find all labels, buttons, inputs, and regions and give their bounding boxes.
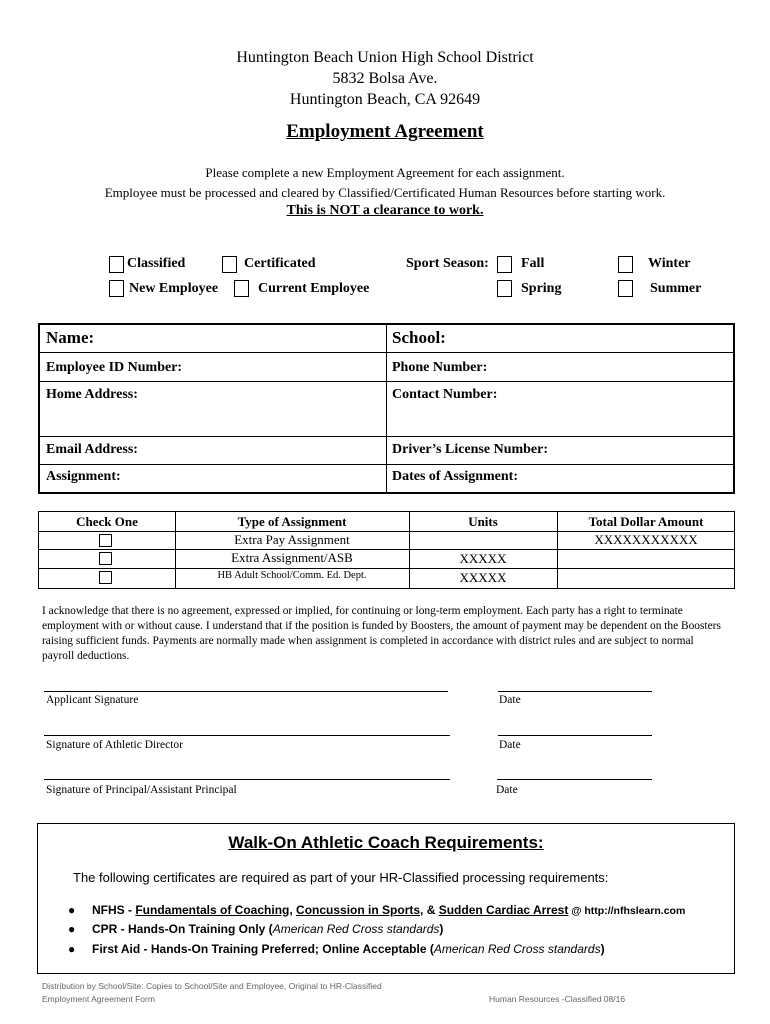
info-row-divider [40, 381, 733, 382]
dates-of-assignment-field[interactable]: Dates of Assignment: [392, 469, 518, 484]
extra-assignment-asb-checkbox[interactable] [99, 552, 112, 565]
classified-label: Classified [127, 256, 186, 271]
column-header: Type of Assignment [237, 514, 347, 529]
drivers-license-field[interactable]: Driver’s License Number: [392, 442, 549, 457]
summer-label: Summer [650, 281, 702, 296]
new-employee-label: New Employee [129, 281, 219, 296]
name-field[interactable]: Name: [46, 328, 95, 347]
nfhs-prefix: NFHS - [92, 903, 136, 917]
requirements-intro: The following certificates are required as part of your HR-Classified processing requirements: [73, 870, 609, 885]
athletic-director-date-label: Date [499, 739, 521, 751]
cpr-requirement [68, 922, 443, 936]
sport-season-label: Sport Season: [406, 256, 489, 271]
principal-signature-label: Signature of Principal/Assistant Principal [46, 784, 237, 796]
current-employee-label: Current Employee [258, 281, 370, 296]
units-cell: XXXXX [459, 551, 507, 566]
separator: , [289, 903, 297, 917]
phone-field[interactable]: Phone Number: [392, 360, 488, 375]
adult-school-checkbox[interactable] [99, 571, 112, 584]
spring-label: Spring [521, 281, 562, 296]
requirements-title: Walk-On Athletic Coach Requirements: [228, 833, 544, 852]
info-row-divider [40, 352, 733, 353]
current-employee-checkbox[interactable] [234, 280, 249, 297]
applicant-date-label: Date [499, 694, 521, 706]
first-aid-standard: American Red Cross standards [433, 942, 601, 956]
instruction-line-1: Please complete a new Employment Agreement for each assignment. [205, 165, 565, 180]
first-aid-close: ) [600, 942, 605, 956]
spring-checkbox[interactable] [497, 280, 512, 297]
column-header: Units [468, 514, 498, 529]
contact-number-field[interactable]: Contact Number: [392, 387, 498, 402]
column-header: Check One [76, 514, 138, 529]
district-name: Huntington Beach Union High School District [236, 49, 534, 66]
certificated-label: Certificated [244, 256, 316, 271]
athletic-director-signature-line[interactable] [44, 735, 450, 736]
athletic-director-date-line[interactable] [498, 735, 652, 736]
assignment-table [38, 511, 735, 589]
info-column-divider [386, 325, 387, 492]
bullet: ● [68, 942, 76, 956]
assignment-row-divider [39, 568, 734, 569]
home-address-field[interactable]: Home Address: [46, 387, 138, 402]
footer-department: Human Resources -Classified 08/16 [489, 994, 626, 1004]
clearance-warning: This is NOT a clearance to work. [286, 203, 484, 218]
cpr-standard: American Red Cross standards [272, 922, 440, 936]
employee-id-field[interactable]: Employee ID Number: [46, 360, 183, 375]
footer-distribution: Distribution by School/Site: Copies to School/Site and Employee, Original to HR-Classified [42, 981, 382, 991]
principal-date-line[interactable] [497, 779, 652, 780]
info-row-divider [40, 464, 733, 465]
cardiac-arrest-course: Sudden Cardiac Arrest [438, 903, 569, 917]
assignment-type-cell: HB Adult School/Comm. Ed. Dept. [217, 570, 367, 581]
fall-label: Fall [521, 256, 545, 271]
principal-signature-line[interactable] [44, 779, 450, 780]
applicant-signature-label: Applicant Signature [46, 694, 139, 706]
assignment-type-cell: Extra Assignment/ASB [231, 550, 353, 565]
concussion-course: Concussion in Sports, [296, 903, 424, 917]
footer-form-name: Employment Agreement Form [42, 994, 155, 1004]
total-cell: XXXXXXXXXXX [594, 532, 698, 547]
fall-checkbox[interactable] [497, 256, 512, 273]
classified-checkbox[interactable] [109, 256, 124, 273]
column-header: Total Dollar Amount [588, 514, 704, 529]
certificated-checkbox[interactable] [222, 256, 237, 273]
cpr-close: ) [439, 922, 444, 936]
district-city: Huntington Beach, CA 92649 [289, 91, 481, 108]
separator: & [423, 903, 439, 917]
employee-info-table [38, 323, 735, 494]
district-street: 5832 Bolsa Ave. [332, 70, 438, 87]
cpr-text: CPR - Hands-On Training Only ( [92, 922, 273, 936]
athletic-director-signature-label: Signature of Athletic Director [46, 739, 184, 751]
nfhs-requirement [68, 903, 685, 917]
acknowledgement-text: I acknowledge that there is no agreement, expressed or implied, for continuing or long-term employment. Each party has a right to terminate employment with or without cause. I understand that if the position is funded by Boosters, the amount of payment may be dependent on the Boosters raising sufficient funds. Payments are normally made when assignment is completed in accordance with district rules and are subject to normal payroll deductions. [42, 605, 721, 662]
bullet: ● [68, 903, 76, 917]
applicant-date-line[interactable] [498, 691, 652, 692]
assignment-type-cell: Extra Pay Assignment [234, 532, 350, 547]
new-employee-checkbox[interactable] [109, 280, 124, 297]
winter-label: Winter [648, 256, 691, 271]
info-row-divider [40, 436, 733, 437]
instruction-line-2: Employee must be processed and cleared by Classified/Certificated Human Resources before starting work. [104, 185, 666, 200]
winter-checkbox[interactable] [618, 256, 633, 273]
first-aid-requirement [68, 942, 605, 956]
extra-pay-checkbox[interactable] [99, 534, 112, 547]
units-cell: XXXXX [459, 570, 507, 585]
principal-date-label: Date [496, 784, 518, 796]
email-field[interactable]: Email Address: [46, 442, 138, 457]
nfhs-url: @ http://nfhslearn.com [568, 905, 686, 917]
fundamentals-course: Fundamentals of Coaching [135, 903, 290, 917]
school-field[interactable]: School: [392, 328, 446, 347]
page-title: Employment Agreement [286, 121, 484, 142]
assignment-field[interactable]: Assignment: [46, 469, 121, 484]
bullet: ● [68, 922, 76, 936]
applicant-signature-line[interactable] [44, 691, 448, 692]
first-aid-text: First Aid - Hands-On Training Preferred; Online Acceptable ( [92, 942, 434, 956]
summer-checkbox[interactable] [618, 280, 633, 297]
